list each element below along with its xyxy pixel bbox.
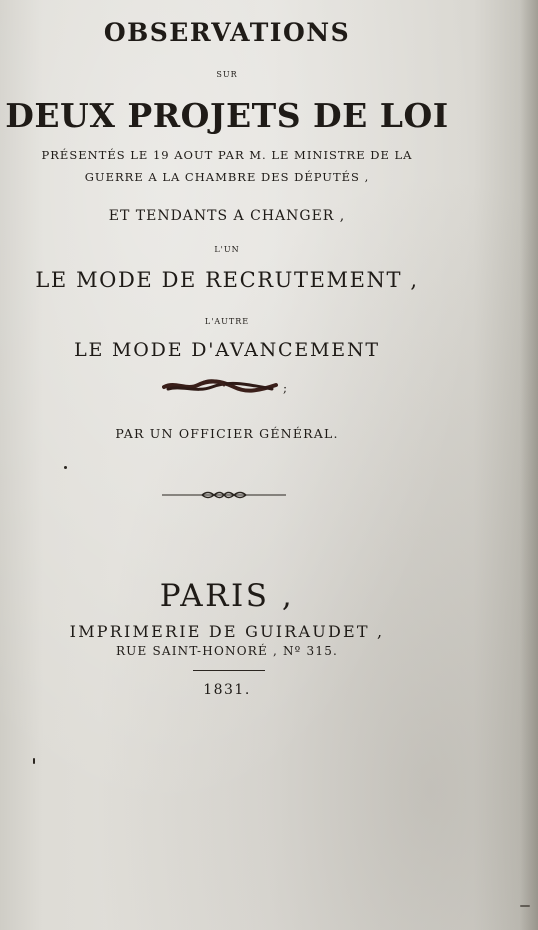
short-rule <box>193 670 265 671</box>
page-title-observations: OBSERVATIONS <box>103 18 351 47</box>
mode-recrutement: LE MODE DE RECRUTEMENT , <box>35 268 419 292</box>
ink-speck <box>64 466 67 469</box>
publication-year: 1831. <box>203 682 251 698</box>
city-paris: PARIS , <box>159 578 295 614</box>
sur-word: SUR <box>216 70 238 79</box>
semicolon: ; <box>283 381 288 395</box>
ornament-rule-icon <box>162 489 286 501</box>
presented-line-2: GUERRE A LA CHAMBRE DES DÉPUTÉS , <box>84 170 370 184</box>
presented-line-1: PRÉSENTÉS LE 19 AOUT PAR M. LE MINISTRE DE LA <box>41 148 413 162</box>
address-line: RUE SAINT-HONORÉ , Nº 315. <box>115 644 339 658</box>
mode-avancement: LE MODE D'AVANCEMENT <box>74 339 380 361</box>
page-edge-shadow <box>520 0 538 930</box>
lautre-word: L'AUTRE <box>204 317 250 326</box>
ink-speck <box>33 758 35 764</box>
lun-word: L'UN <box>214 245 240 254</box>
main-title: DEUX PROJETS DE LOI <box>5 96 449 135</box>
crossed-out-scribble <box>162 377 278 395</box>
tending-line: ET TENDANTS A CHANGER , <box>108 208 346 224</box>
author-line: PAR UN OFFICIER GÉNÉRAL. <box>115 426 339 441</box>
printer-line: IMPRIMERIE DE GUIRAUDET , <box>69 622 385 641</box>
